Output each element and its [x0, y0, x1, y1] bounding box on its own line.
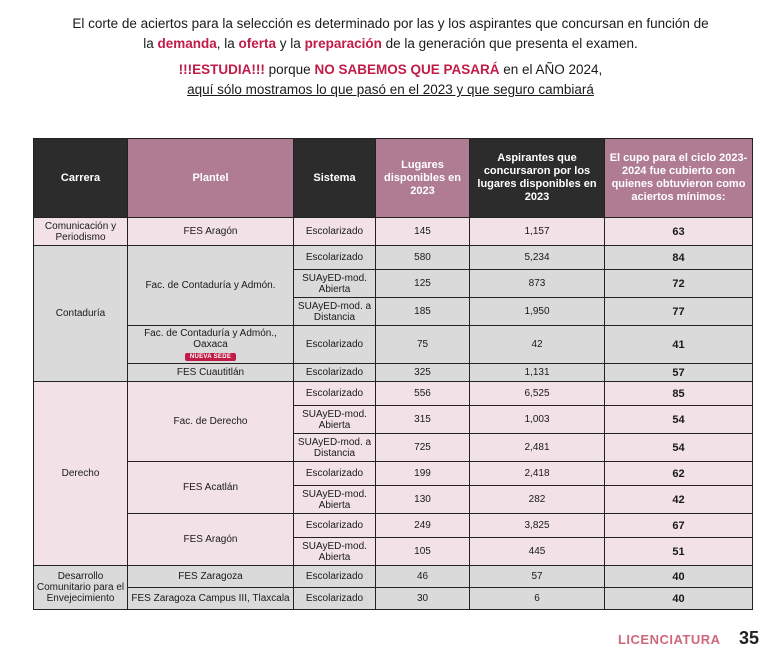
aspirantes-cell: 2,418 — [470, 462, 605, 486]
aspirantes-cell: 445 — [470, 538, 605, 566]
lugares-cell: 199 — [376, 462, 470, 486]
lugares-cell: 185 — [376, 298, 470, 326]
table-row — [34, 364, 753, 382]
minimos-cell: 67 — [605, 514, 753, 538]
lugares-cell: 556 — [376, 382, 470, 406]
header-plantel: Plantel — [128, 139, 294, 218]
no-sabemos-text: NO SABEMOS QUE PASARÁ — [314, 62, 500, 77]
sistema-cell: Escolarizado — [294, 462, 376, 486]
header-sistema: Sistema — [294, 139, 376, 218]
table-row — [34, 588, 753, 610]
cortes-table — [33, 138, 753, 610]
sistema-cell: SUAyED-mod. Abierta — [294, 486, 376, 514]
lugares-cell: 249 — [376, 514, 470, 538]
sistema-cell: Escolarizado — [294, 514, 376, 538]
sistema-cell: Escolarizado — [294, 588, 376, 610]
minimos-cell: 40 — [605, 588, 753, 610]
minimos-cell: 54 — [605, 434, 753, 462]
nueva-sede-badge: NUEVA SEDE — [185, 353, 236, 361]
aspirantes-cell: 6,525 — [470, 382, 605, 406]
sistema-cell: SUAyED-mod. Abierta — [294, 406, 376, 434]
lugares-cell: 145 — [376, 218, 470, 246]
minimos-cell: 62 — [605, 462, 753, 486]
header-aspirantes: Aspirantes que concursaron por los lugares disponibles en 2023 — [470, 139, 605, 218]
plantel-cell: Fac. de Contaduría y Admón. — [128, 246, 294, 326]
sistema-cell: SUAyED-mod. a Distancia — [294, 434, 376, 462]
intro-line-3 — [0, 60, 781, 80]
header-cupo: El cupo para el ciclo 2023-2024 fue cubierto con quienes obtuvieron como aciertos mínimos: — [605, 139, 753, 218]
lugares-cell: 46 — [376, 566, 470, 588]
minimos-cell: 54 — [605, 406, 753, 434]
minimos-cell: 77 — [605, 298, 753, 326]
minimos-cell: 85 — [605, 382, 753, 406]
plantel-cell: FES Cuautitlán — [128, 364, 294, 382]
intro-line-4: aquí sólo mostramos lo que pasó en el 2023 y que seguro cambiará — [187, 82, 594, 97]
lugares-cell: 105 — [376, 538, 470, 566]
plantel-oaxaca: Fac. de Contaduría y Admón., Oaxaca — [144, 328, 277, 350]
aspirantes-cell: 3,825 — [470, 514, 605, 538]
lugares-cell: 580 — [376, 246, 470, 270]
sistema-cell: Escolarizado — [294, 326, 376, 364]
sistema-cell: Escolarizado — [294, 246, 376, 270]
lugares-cell: 125 — [376, 270, 470, 298]
minimos-cell: 41 — [605, 326, 753, 364]
aspirantes-cell: 5,234 — [470, 246, 605, 270]
page-number: 35 — [738, 628, 759, 648]
lugares-cell: 315 — [376, 406, 470, 434]
minimos-cell: 42 — [605, 486, 753, 514]
minimos-cell: 57 — [605, 364, 753, 382]
minimos-cell: 40 — [605, 566, 753, 588]
table-row — [34, 462, 753, 486]
preparacion-word: preparación — [304, 36, 382, 51]
aspirantes-cell: 2,481 — [470, 434, 605, 462]
table-row — [34, 566, 753, 588]
aspirantes-cell: 57 — [470, 566, 605, 588]
lugares-cell: 325 — [376, 364, 470, 382]
section-label: LICENCIATURA — [617, 632, 721, 647]
plantel-cell — [128, 326, 294, 364]
aspirantes-cell: 282 — [470, 486, 605, 514]
intro-text-part: la — [143, 36, 158, 51]
aspirantes-cell: 1,131 — [470, 364, 605, 382]
demanda-word: demanda — [157, 36, 217, 51]
plantel-cell: Fac. de Derecho — [128, 382, 294, 462]
sistema-cell: SUAyED-mod. Abierta — [294, 270, 376, 298]
carrera-cell: Derecho — [34, 382, 128, 566]
sistema-cell: Escolarizado — [294, 364, 376, 382]
aspirantes-cell: 1,003 — [470, 406, 605, 434]
table-row — [34, 382, 753, 406]
minimos-cell: 84 — [605, 246, 753, 270]
aspirantes-cell: 1,950 — [470, 298, 605, 326]
sistema-cell: SUAyED-mod. Abierta — [294, 538, 376, 566]
lugares-cell: 75 — [376, 326, 470, 364]
intro-text-part: de la generación que presenta el examen. — [381, 36, 638, 51]
header-lugares: Lugares disponibles en 2023 — [376, 139, 470, 218]
sistema-cell: Escolarizado — [294, 218, 376, 246]
aspirantes-cell: 42 — [470, 326, 605, 364]
plantel-cell: FES Aragón — [128, 514, 294, 566]
table-row — [34, 514, 753, 538]
sistema-cell: Escolarizado — [294, 382, 376, 406]
table-row — [34, 246, 753, 270]
oferta-word: oferta — [238, 36, 277, 51]
intro-text — [0, 14, 781, 100]
lugares-cell: 725 — [376, 434, 470, 462]
page-footer — [618, 628, 759, 649]
intro-text-part: , la — [216, 36, 239, 51]
aspirantes-cell: 6 — [470, 588, 605, 610]
header-carrera: Carrera — [34, 139, 128, 218]
intro-text-part: porque — [264, 62, 315, 77]
estudia-text: !!!ESTUDIA!!! — [178, 62, 265, 77]
table-row — [34, 218, 753, 246]
sistema-cell: SUAyED-mod. a Distancia — [294, 298, 376, 326]
plantel-cell: FES Aragón — [128, 218, 294, 246]
intro-text-part: en el AÑO 2024, — [499, 62, 603, 77]
minimos-cell: 51 — [605, 538, 753, 566]
carrera-cell: Comunicación y Periodismo — [34, 218, 128, 246]
plantel-cell: FES Acatlán — [128, 462, 294, 514]
sistema-cell: Escolarizado — [294, 566, 376, 588]
plantel-cell: FES Zaragoza — [128, 566, 294, 588]
intro-text-part: y la — [276, 36, 305, 51]
carrera-cell: Desarrollo Comunitario para el Envejecimiento — [34, 566, 128, 610]
intro-line-1: El corte de aciertos para la selección es determinado por las y los aspirantes que concursan en función de — [72, 16, 709, 31]
table-row — [34, 326, 753, 364]
aspirantes-cell: 873 — [470, 270, 605, 298]
intro-line-2 — [0, 34, 781, 54]
aspirantes-cell: 1,157 — [470, 218, 605, 246]
lugares-cell: 130 — [376, 486, 470, 514]
minimos-cell: 72 — [605, 270, 753, 298]
minimos-cell: 63 — [605, 218, 753, 246]
carrera-cell: Contaduría — [34, 246, 128, 382]
plantel-cell: FES Zaragoza Campus III, Tlaxcala — [128, 588, 294, 610]
lugares-cell: 30 — [376, 588, 470, 610]
